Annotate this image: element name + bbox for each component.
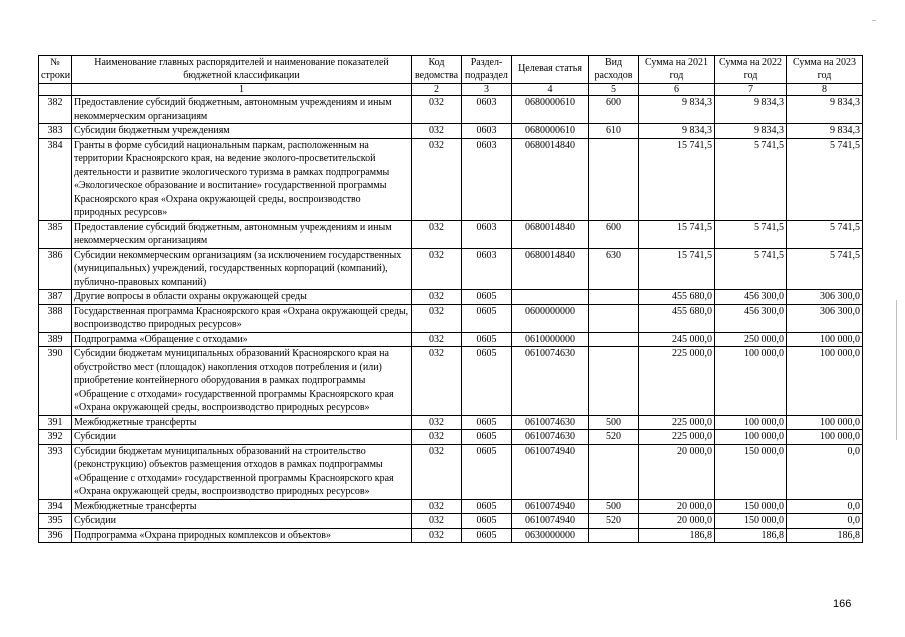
sum-2023: 100 000,0 <box>787 332 863 347</box>
row-name: Государственная программа Красноярского края «Охрана окружающей среды, воспроизводство природных ресурсов» <box>72 304 412 332</box>
row-number: 383 <box>39 124 72 139</box>
sum-2022: 150 000,0 <box>715 499 787 514</box>
sum-2022: 456 300,0 <box>715 304 787 332</box>
section-code: 0605 <box>462 304 512 332</box>
expense-type: 500 <box>589 415 639 430</box>
target-article: 0630000000 <box>512 528 589 543</box>
table-row <box>39 444 863 499</box>
table-row <box>39 290 863 305</box>
row-number: 393 <box>39 444 72 499</box>
scan-corner-mark <box>872 20 876 21</box>
header-sum-2021: Сумма на 2021 год <box>639 56 715 84</box>
header-target-article: Целевая статья <box>512 56 589 84</box>
expense-type: 520 <box>589 430 639 445</box>
section-code: 0603 <box>462 138 512 220</box>
sum-2022: 9 834,3 <box>715 124 787 139</box>
target-article: 0610074630 <box>512 347 589 416</box>
sum-2021: 225 000,0 <box>639 347 715 416</box>
row-name: Субсидии бюджетам муниципальных образований Красноярского края на обустройство мест (площадок) накопления отходов потребления и (или) приобретение контейнерного оборудования в рамках подпрограммы «Обращение с отходами» государственной программы Красноярского края «Охрана окружающей среды, воспроизводство природных ресурсов» <box>72 347 412 416</box>
ministry-code: 032 <box>412 332 462 347</box>
sum-2022: 100 000,0 <box>715 415 787 430</box>
row-number: 392 <box>39 430 72 445</box>
column-number: 1 <box>72 84 412 96</box>
sum-2021: 186,8 <box>639 528 715 543</box>
expense-type: 500 <box>589 499 639 514</box>
table-row <box>39 430 863 445</box>
sum-2022: 100 000,0 <box>715 347 787 416</box>
row-name: Субсидии бюджетам муниципальных образований на строительство (реконструкцию) объектов размещения отходов в рамках подпрограммы «Обращение с отходами» государственной программы Красноярского края «Охрана окружающей среды, воспроизводство природных ресурсов» <box>72 444 412 499</box>
sum-2022: 150 000,0 <box>715 444 787 499</box>
header-sum-2022: Сумма на 2022 год <box>715 56 787 84</box>
target-article: 0610074940 <box>512 444 589 499</box>
ministry-code: 032 <box>412 138 462 220</box>
sum-2023: 9 834,3 <box>787 124 863 139</box>
section-code: 0605 <box>462 347 512 416</box>
target-article: 0610074630 <box>512 430 589 445</box>
sum-2022: 456 300,0 <box>715 290 787 305</box>
row-number: 386 <box>39 248 72 290</box>
ministry-code: 032 <box>412 499 462 514</box>
scan-edge-mark <box>896 300 897 440</box>
table-row <box>39 499 863 514</box>
table-row <box>39 415 863 430</box>
budget-table-page <box>38 55 863 543</box>
target-article: 0610074940 <box>512 499 589 514</box>
sum-2021: 20 000,0 <box>639 514 715 529</box>
row-number: 391 <box>39 415 72 430</box>
table-row <box>39 138 863 220</box>
sum-2022: 5 741,5 <box>715 138 787 220</box>
sum-2021: 455 680,0 <box>639 304 715 332</box>
ministry-code: 032 <box>412 304 462 332</box>
table-row <box>39 220 863 248</box>
sum-2021: 15 741,5 <box>639 248 715 290</box>
column-number: 3 <box>462 84 512 96</box>
target-article: 0680014840 <box>512 220 589 248</box>
table-row <box>39 124 863 139</box>
row-name: Субсидии некоммерческим организациям (за исключением государственных (муниципальных) учреждений, государственных корпораций (компаний), публично-правовых компаний) <box>72 248 412 290</box>
expense-type <box>589 332 639 347</box>
row-name: Межбюджетные трансферты <box>72 499 412 514</box>
section-code: 0603 <box>462 248 512 290</box>
expense-type <box>589 347 639 416</box>
sum-2021: 15 741,5 <box>639 220 715 248</box>
sum-2023: 100 000,0 <box>787 430 863 445</box>
column-number-row <box>39 84 863 96</box>
column-number: 6 <box>639 84 715 96</box>
ministry-code: 032 <box>412 430 462 445</box>
header-section: Раздел-подраздел <box>462 56 512 84</box>
row-number: 388 <box>39 304 72 332</box>
ministry-code: 032 <box>412 220 462 248</box>
ministry-code: 032 <box>412 96 462 124</box>
sum-2021: 225 000,0 <box>639 430 715 445</box>
ministry-code: 032 <box>412 514 462 529</box>
target-article: 0680014840 <box>512 248 589 290</box>
row-name: Межбюджетные трансферты <box>72 415 412 430</box>
column-number: 2 <box>412 84 462 96</box>
section-code: 0605 <box>462 430 512 445</box>
header-expense-type: Вид расходов <box>589 56 639 84</box>
row-number: 394 <box>39 499 72 514</box>
sum-2021: 225 000,0 <box>639 415 715 430</box>
row-name: Подпрограмма «Обращение с отходами» <box>72 332 412 347</box>
sum-2021: 245 000,0 <box>639 332 715 347</box>
sum-2022: 186,8 <box>715 528 787 543</box>
sum-2022: 150 000,0 <box>715 514 787 529</box>
column-number: 7 <box>715 84 787 96</box>
sum-2023: 306 300,0 <box>787 290 863 305</box>
sum-2022: 9 834,3 <box>715 96 787 124</box>
ministry-code: 032 <box>412 347 462 416</box>
expense-type: 630 <box>589 248 639 290</box>
expense-type <box>589 528 639 543</box>
ministry-code: 032 <box>412 124 462 139</box>
sum-2021: 20 000,0 <box>639 499 715 514</box>
table-row <box>39 304 863 332</box>
sum-2023: 100 000,0 <box>787 415 863 430</box>
row-number: 389 <box>39 332 72 347</box>
expense-type: 600 <box>589 96 639 124</box>
section-code: 0605 <box>462 444 512 499</box>
row-number: 390 <box>39 347 72 416</box>
sum-2021: 9 834,3 <box>639 124 715 139</box>
column-number: 5 <box>589 84 639 96</box>
expense-type <box>589 138 639 220</box>
target-article: 0680014840 <box>512 138 589 220</box>
row-name: Подпрограмма «Охрана природных комплексов и объектов» <box>72 528 412 543</box>
expense-type <box>589 444 639 499</box>
table-row <box>39 528 863 543</box>
table-row <box>39 347 863 416</box>
sum-2023: 100 000,0 <box>787 347 863 416</box>
sum-2023: 5 741,5 <box>787 220 863 248</box>
row-name: Предоставление субсидий бюджетным, автономным учреждениям и иным некоммерческим организациям <box>72 220 412 248</box>
sum-2023: 5 741,5 <box>787 248 863 290</box>
sum-2021: 9 834,3 <box>639 96 715 124</box>
ministry-code: 032 <box>412 528 462 543</box>
table-row <box>39 332 863 347</box>
header-name: Наименование главных распорядителей и наименование показателей бюджетной классификации <box>72 56 412 84</box>
sum-2021: 20 000,0 <box>639 444 715 499</box>
row-number: 384 <box>39 138 72 220</box>
sum-2022: 5 741,5 <box>715 220 787 248</box>
ministry-code: 032 <box>412 248 462 290</box>
expense-type: 600 <box>589 220 639 248</box>
section-code: 0605 <box>462 332 512 347</box>
section-code: 0605 <box>462 514 512 529</box>
expense-type: 520 <box>589 514 639 529</box>
sum-2021: 15 741,5 <box>639 138 715 220</box>
budget-table <box>38 55 863 543</box>
section-code: 0603 <box>462 220 512 248</box>
row-name: Субсидии <box>72 430 412 445</box>
section-code: 0605 <box>462 528 512 543</box>
target-article: 0600000000 <box>512 304 589 332</box>
ministry-code: 032 <box>412 444 462 499</box>
row-name: Субсидии <box>72 514 412 529</box>
sum-2023: 0,0 <box>787 499 863 514</box>
row-number: 382 <box>39 96 72 124</box>
section-code: 0605 <box>462 415 512 430</box>
target-article: 0680000610 <box>512 96 589 124</box>
sum-2023: 0,0 <box>787 444 863 499</box>
header-row-no: № строки <box>39 56 72 84</box>
table-row <box>39 514 863 529</box>
section-code: 0603 <box>462 124 512 139</box>
sum-2022: 5 741,5 <box>715 248 787 290</box>
sum-2023: 0,0 <box>787 514 863 529</box>
row-number: 385 <box>39 220 72 248</box>
expense-type: 610 <box>589 124 639 139</box>
section-code: 0605 <box>462 290 512 305</box>
target-article <box>512 290 589 305</box>
header-sum-2023: Сумма на 2023 год <box>787 56 863 84</box>
section-code: 0603 <box>462 96 512 124</box>
row-name: Другие вопросы в области охраны окружающей среды <box>72 290 412 305</box>
row-number: 395 <box>39 514 72 529</box>
target-article: 0610074630 <box>512 415 589 430</box>
ministry-code: 032 <box>412 290 462 305</box>
target-article: 0680000610 <box>512 124 589 139</box>
column-number: 8 <box>787 84 863 96</box>
column-number: 4 <box>512 84 589 96</box>
column-number <box>39 84 72 96</box>
sum-2023: 5 741,5 <box>787 138 863 220</box>
row-name: Предоставление субсидий бюджетным, автономным учреждениям и иным некоммерческим организациям <box>72 96 412 124</box>
table-header-row <box>39 56 863 84</box>
table-row <box>39 96 863 124</box>
table-row <box>39 248 863 290</box>
expense-type <box>589 304 639 332</box>
sum-2022: 250 000,0 <box>715 332 787 347</box>
sum-2023: 9 834,3 <box>787 96 863 124</box>
target-article: 0610074940 <box>512 514 589 529</box>
sum-2023: 306 300,0 <box>787 304 863 332</box>
row-number: 387 <box>39 290 72 305</box>
table-body <box>39 96 863 543</box>
row-name: Субсидии бюджетным учреждениям <box>72 124 412 139</box>
ministry-code: 032 <box>412 415 462 430</box>
section-code: 0605 <box>462 499 512 514</box>
sum-2023: 186,8 <box>787 528 863 543</box>
sum-2022: 100 000,0 <box>715 430 787 445</box>
target-article: 0610000000 <box>512 332 589 347</box>
row-name: Гранты в форме субсидий национальным паркам, расположенным на территории Красноярского края, на ведение эколого-просветительской деятельности и развитие экологического туризма в рамках подпрограммы «Экологическое образование и воспитание» государственной программы Красноярского края «Охрана окружающей среды, воспроизводство природных ресурсов» <box>72 138 412 220</box>
header-ministry-code: Код ведомства <box>412 56 462 84</box>
row-number: 396 <box>39 528 72 543</box>
sum-2021: 455 680,0 <box>639 290 715 305</box>
page-number: 166 <box>833 598 852 610</box>
expense-type <box>589 290 639 305</box>
